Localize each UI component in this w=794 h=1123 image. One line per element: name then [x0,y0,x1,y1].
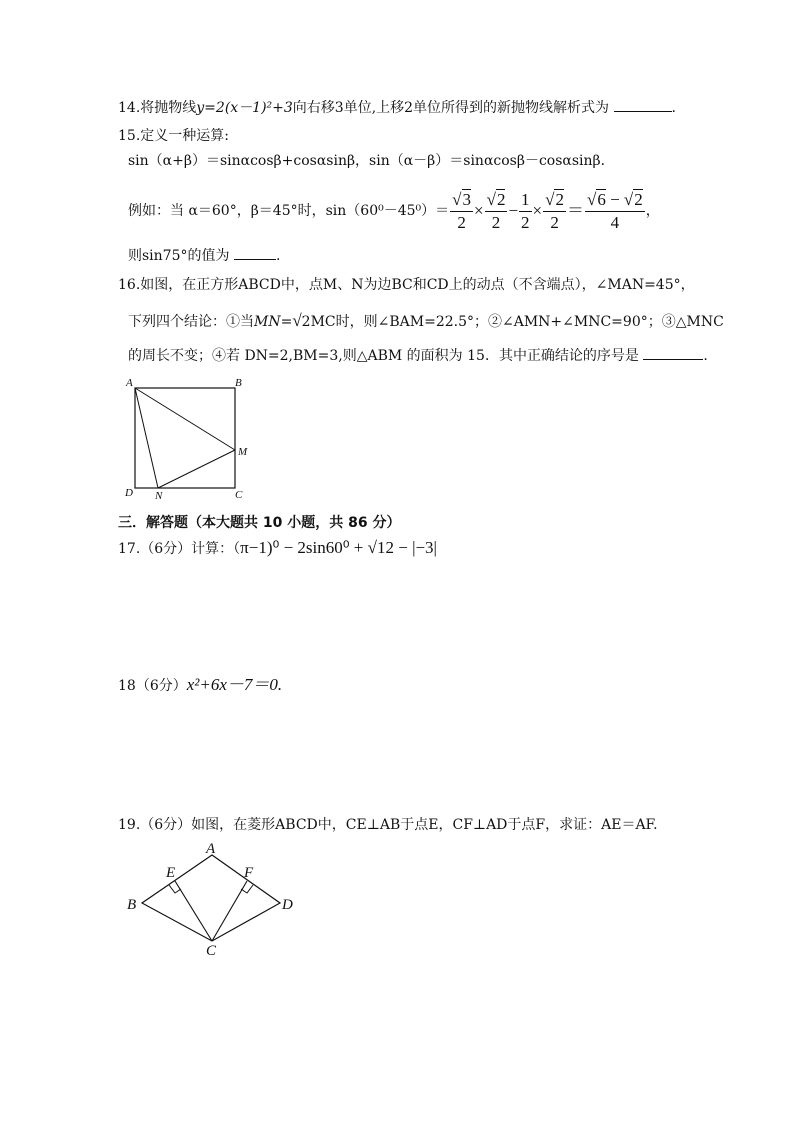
q17-prefix: 17.（6分）计算：（ [118,541,241,557]
q15-example-prefix: 例如：当 α＝60°，β＝45°时，sin（60⁰－45⁰）＝ [128,203,450,219]
q15-definition: sin（α+β）＝sinαcosβ+cosαsinβ，sin（α－β）＝sinαcosβ－cosαsinβ． [128,153,615,169]
q16-line2: 下列四个结论：①当MN=√2MC时，则∠BAM=22.5°；②∠AMN+∠MNC=90°；③△MNC [128,311,724,330]
segment-mn [158,450,235,488]
q15-ask [128,245,280,266]
q15-answer-blank[interactable] [234,245,276,260]
square-abcd [135,388,235,488]
q15-ask-text: 则sin75°的值为 [128,248,230,264]
q14-formula: y=2(x－1)²+3 [196,100,293,116]
q15-example: 例如：当 α＝60°，β＝45°时，sin（60⁰－45⁰）＝ $\frac{√3}{2}$ × $\frac{√2}{2}$ − $\frac{1}{2}$ × $\frac{√2}{2}$ ＝ $\frac{√6 - √2}{4}$ ， [128,189,660,232]
q14-number: 14. [118,100,141,116]
question-14 [118,97,676,118]
square-figure [120,375,260,500]
label-e: E [166,865,176,881]
rhombus-abcd [142,855,280,941]
label-a: A [206,843,216,857]
question-18 [118,675,282,696]
label-c: C [235,489,243,500]
q16-number: 16. [118,277,141,293]
fraction-sqrt2-over-2: $\frac{√2}{2}$ [486,189,506,232]
q15-number: 15. [118,128,141,144]
q16-line2-b: 2MC时，则∠BAM=22.5°；②∠AMN+∠MNC=90°；③△MNC [301,314,724,330]
q14-text-a: 将抛物线 [140,100,197,116]
q16-end: . [703,348,708,364]
q18-equation: x²+6x－7＝0. [186,675,283,694]
q16-answer-blank[interactable] [643,345,703,360]
segment-am [135,388,235,450]
label-d: D [125,487,133,499]
fraction-sqrt3-over-2: $\frac{√3}{2}$ [452,189,472,232]
label-b: B [127,897,137,913]
label-f: F [244,865,254,881]
q14-end: . [671,100,676,116]
right-angle-e [169,885,181,893]
q17-expression: π−1)⁰ − 2sin60⁰ + √12 − |−3| [240,538,437,557]
q15-title: 定义一种运算: [140,128,229,144]
label-m: M [238,446,248,458]
fraction-sqrt2-over-2-b: $\frac{√2}{2}$ [545,189,564,232]
q16-line1 [118,275,695,295]
question-17 [118,538,437,559]
label-c: C [206,943,217,958]
label-n: N [155,490,163,500]
rhombus-figure [122,843,302,958]
fraction-1-over-2: $\frac{1}{2}$ [521,189,530,232]
q16-line2-a: 下列四个结论：①当 [128,314,254,330]
q14-text-b: 向右移3单位,上移2单位所得到的新抛物线解析式为 [292,100,610,116]
q16-line2-mn: MN= [254,314,293,330]
q16-line1-text: 如图，在正方形ABCD中，点M、N为边BC和CD上的动点（不含端点），∠MAN=45°， [140,277,695,293]
question-19: 19.（6分）如图，在菱形ABCD中，CE⊥AB于点E，CF⊥AD于点F，求证：AE＝AF. [118,817,658,833]
q15-end: . [275,248,281,264]
q14-answer-blank[interactable] [614,97,672,112]
label-b: B [235,377,242,389]
fraction-result: $\frac{√6 - √2}{4}$ [586,189,643,232]
q16-line3 [128,345,708,366]
label-a: A [126,377,133,389]
q16-line3-text: 的周长不变；④若 DN=2,BM=3,则△ABM 的面积为 15．其中正确结论的序号是 [128,348,639,364]
segment-ce [175,881,212,941]
label-d: D [282,897,293,913]
question-15-title [118,126,229,146]
segment-an [135,388,158,488]
section-3-title: 三．解答题（本大题共 10 小题，共 86 分） [118,515,401,531]
q18-prefix: 18（6分） [118,678,187,694]
